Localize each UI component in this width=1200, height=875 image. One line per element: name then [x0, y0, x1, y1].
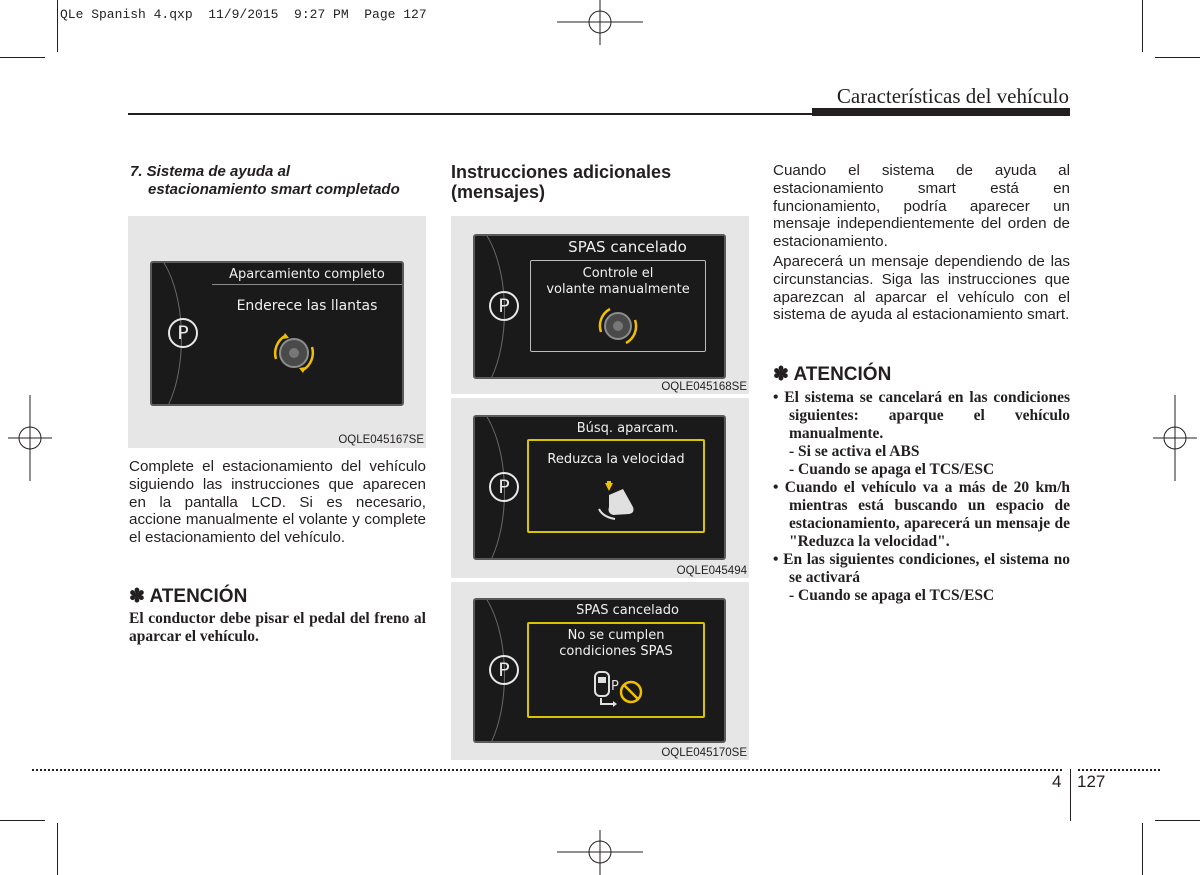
- attention-title: ✽ ATENCIÓN: [773, 364, 892, 385]
- attention-sub-item: - Si se activa el ABS: [789, 443, 920, 460]
- footer-rule: [1078, 769, 1160, 771]
- registration-mark-bottom: [557, 830, 643, 875]
- message-box: [527, 439, 705, 533]
- print-slug: QLe Spanish 4.qxp 11/9/2015 9:27 PM Page 127: [60, 7, 427, 22]
- figure-caption: OQLE045168SE: [661, 381, 747, 393]
- chapter-number: 4: [1052, 772, 1062, 791]
- figure-spas-conditions: [451, 582, 749, 760]
- lcd-screen: [473, 234, 726, 379]
- parking-icon: P: [489, 472, 519, 502]
- parking-icon: P: [489, 291, 519, 321]
- lcd-message-line: No se cumplen: [567, 628, 665, 643]
- message-box: [527, 622, 705, 718]
- figure-caption: OQLE045170SE: [661, 747, 747, 759]
- lcd-title: Aparcamiento completo: [212, 267, 402, 285]
- footer-divider: [1070, 769, 1071, 821]
- figure-caption: OQLE045167SE: [338, 434, 424, 446]
- lcd-screen: [473, 598, 726, 743]
- right-body: [773, 162, 1070, 326]
- steering-wheel-icon: [267, 331, 322, 376]
- attention-bullet: • Cuando el vehículo va a más de 20 km/h mientras está buscando un espacio de estacionamiento, aparecerá un mensaje de "Reduzca la velocidad".: [773, 479, 1070, 550]
- attention-bullet: • En las siguientes condiciones, el sistema no se activará: [773, 551, 1070, 586]
- body-paragraph: Aparecerá un mensaje dependiendo de las circunstancias. Siga las instrucciones que aparezcan al aparcar el vehículo con el sistema de ayuda al estacionamiento smart.: [773, 252, 1070, 324]
- header-rule-accent: [812, 108, 1070, 116]
- parking-icon: P: [168, 318, 198, 348]
- lcd-message: Enderece las llantas: [236, 298, 378, 314]
- attention-sub-item: - Cuando se apaga el TCS/ESC: [789, 461, 995, 478]
- lcd-message-line: Controle el: [582, 266, 654, 281]
- message-box: [530, 260, 706, 352]
- section-title: Características del vehículo: [836, 84, 1069, 108]
- body-paragraph: Cuando el sistema de ayuda al estacionamiento smart está en funcionamiento, podría aparecer un mensaje independientemente del orden de estacionamiento.: [773, 162, 1070, 251]
- subheading-line: 7. Sistema de ayuda al: [130, 163, 291, 180]
- registration-mark-top: [557, 0, 643, 45]
- footer-rule: [32, 769, 1062, 771]
- figure-spas-cancelled-steer: [451, 216, 749, 394]
- section-heading-line: (mensajes): [451, 182, 546, 202]
- attention-list: [773, 389, 1070, 605]
- lcd-screen: [150, 261, 404, 406]
- subheading: [130, 163, 430, 199]
- figure-caption: OQLE045494: [676, 565, 747, 577]
- brake-pedal-icon: [593, 481, 643, 523]
- svg-text:P: P: [611, 679, 619, 694]
- registration-mark-left: [8, 395, 52, 481]
- parking-icon: P: [489, 655, 519, 685]
- steering-wheel-icon: [593, 305, 643, 347]
- section-heading-line: Instrucciones adicionales: [451, 162, 672, 182]
- attention-body: El conductor debe pisar el pedal del freno al aparcar el vehículo.: [129, 610, 426, 645]
- subheading-line: estacionamiento smart completado: [148, 181, 400, 198]
- lcd-title: SPAS cancelado: [576, 603, 679, 618]
- lcd-screen: [473, 415, 726, 560]
- page-number: 127: [1077, 772, 1106, 791]
- body-paragraph: Complete el estacionamiento del vehículo siguiendo las instrucciones que aparecen en la pantalla LCD. Si es necesario, accione manualmente el volante y complete el estacionamiento del vehículo.: [129, 458, 426, 547]
- section-heading: [451, 162, 751, 202]
- attention-bullet: • El sistema se cancelará en las condiciones siguientes: aparque el vehículo manualmente.: [773, 389, 1070, 442]
- attention-sub-item: - Cuando se apaga el TCS/ESC: [789, 587, 995, 604]
- registration-mark-right: [1153, 395, 1197, 481]
- figure-reduce-speed: [451, 398, 749, 578]
- lcd-title: Búsq. aparcam.: [576, 421, 679, 436]
- lcd-message-line: volante manualmente: [546, 282, 690, 297]
- figure-parking-complete: [128, 216, 426, 448]
- spas-unavailable-icon: [591, 668, 651, 710]
- lcd-message-line: condiciones SPAS: [559, 644, 673, 659]
- lcd-title: SPAS cancelado: [568, 238, 687, 256]
- lcd-message-line: Reduzca la velocidad: [547, 452, 685, 467]
- attention-title: ✽ ATENCIÓN: [129, 586, 248, 607]
